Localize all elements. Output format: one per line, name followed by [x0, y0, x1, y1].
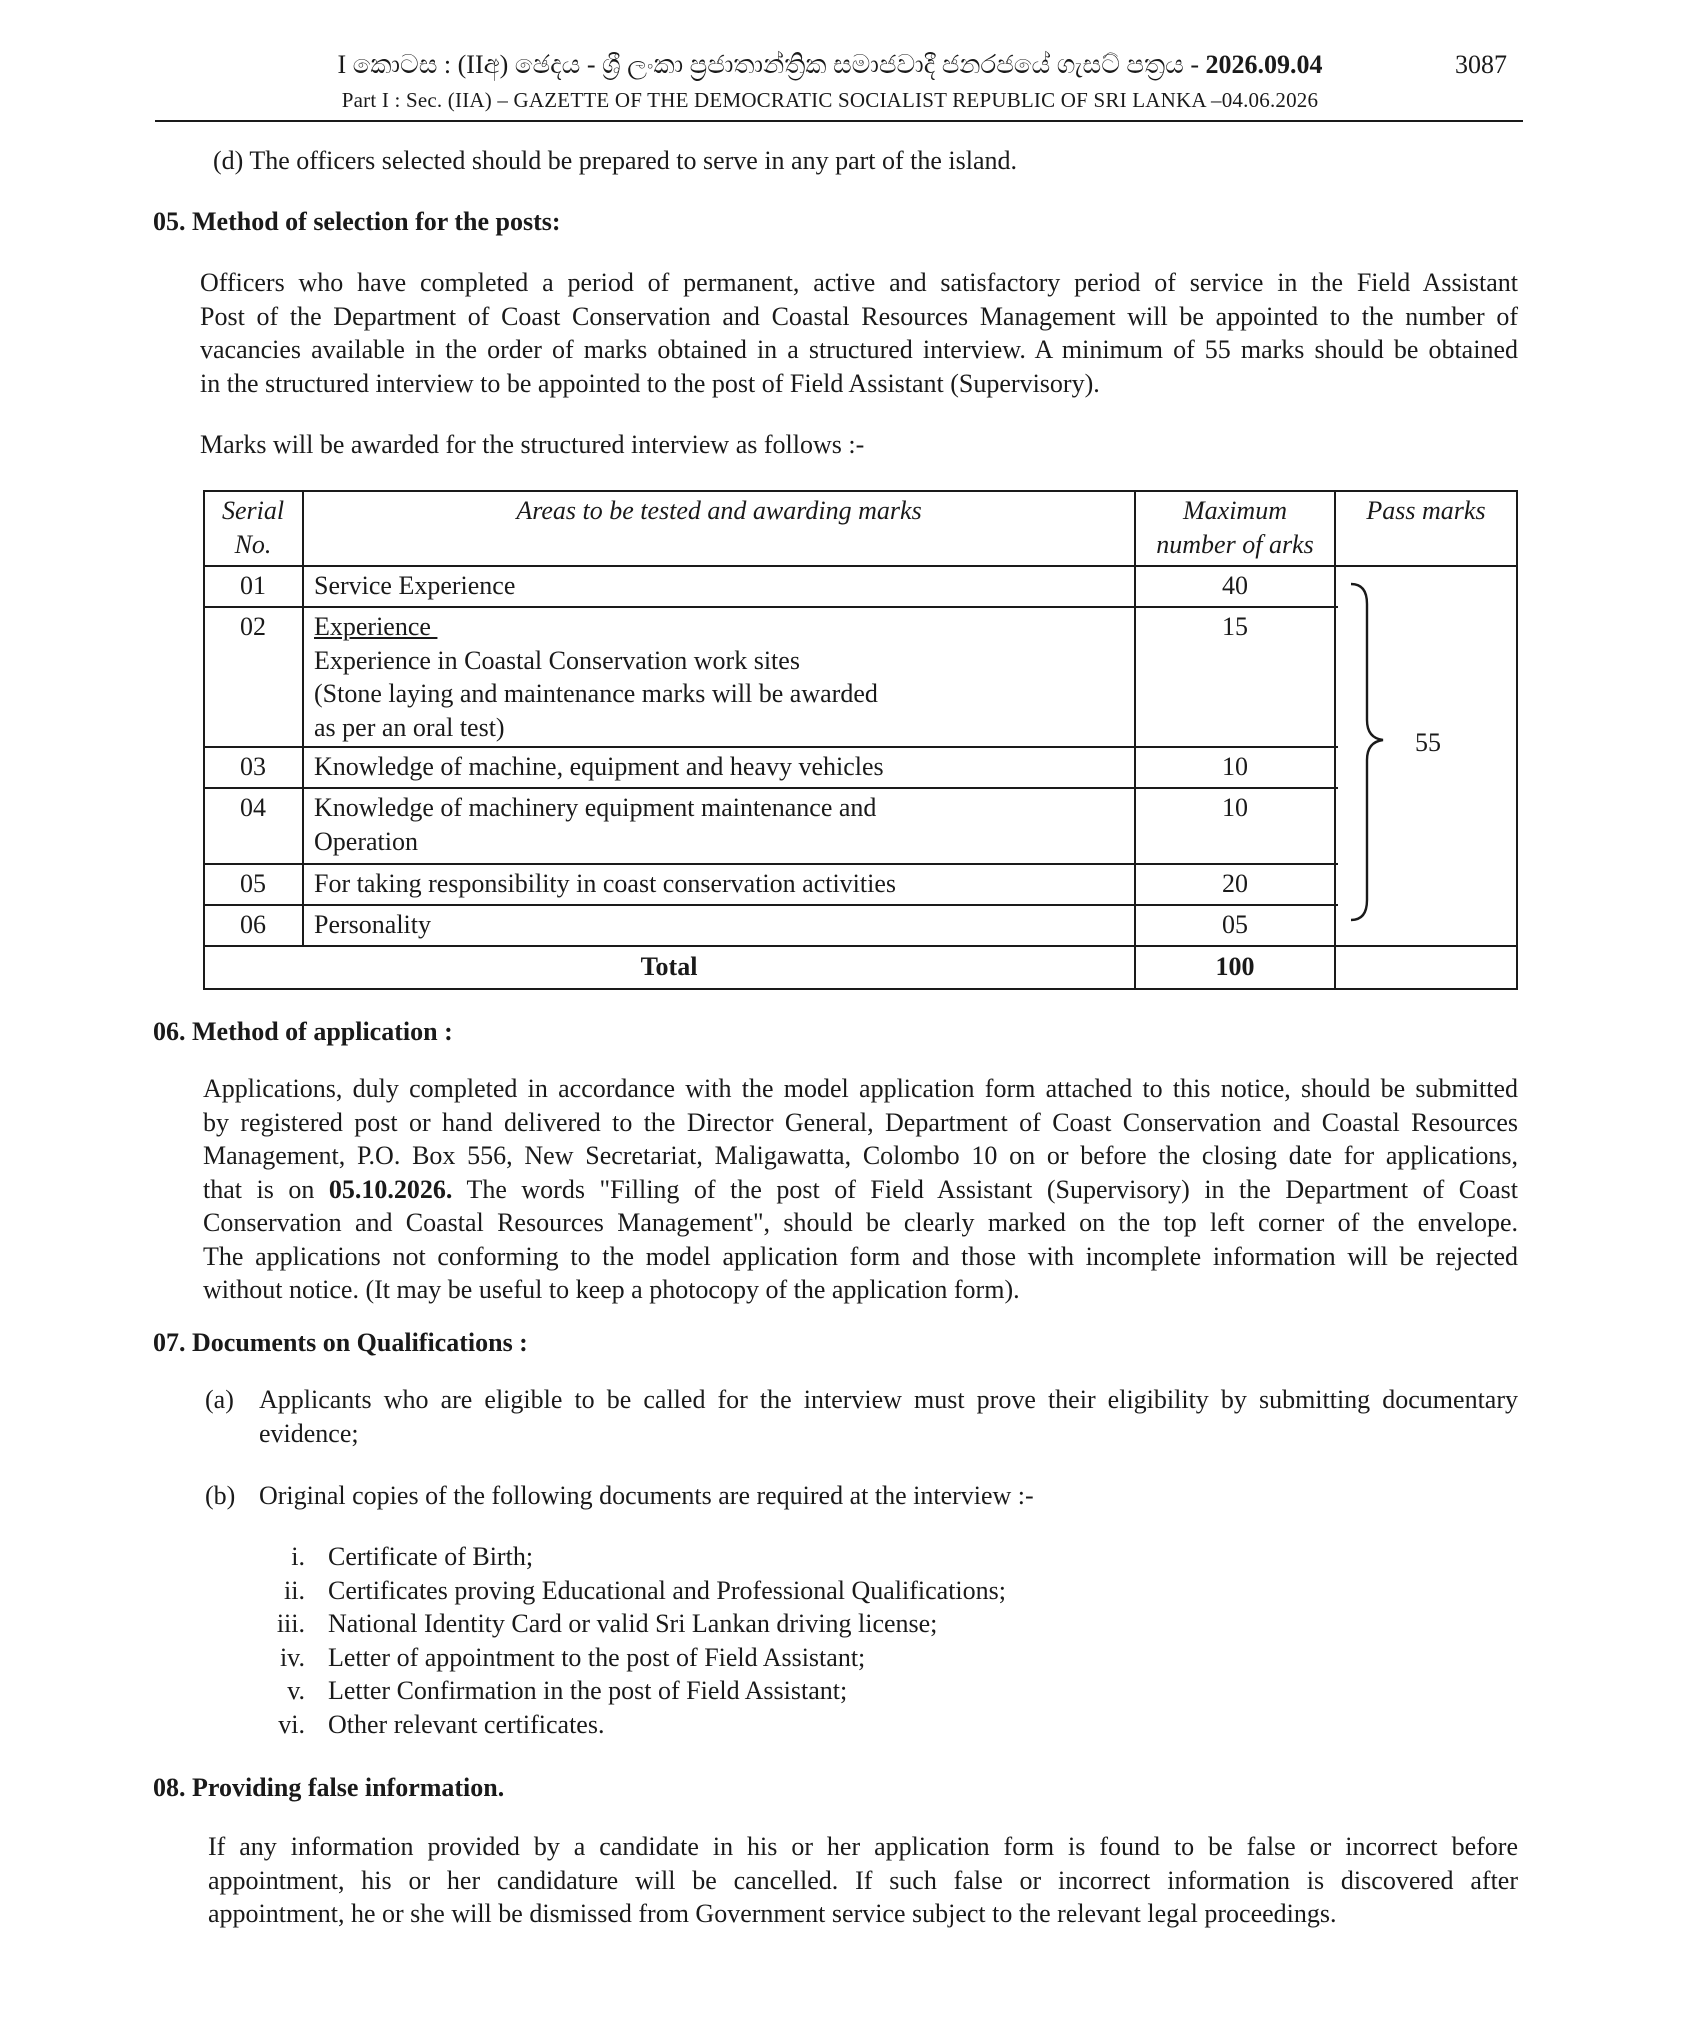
- section-06-line: Conservation and Coastal Resources Management", should be clearly marked on the top left corner of the envelope.: [203, 1208, 1518, 1237]
- header-serial-line: Serial: [221, 496, 285, 525]
- table-row-rule: [203, 945, 1518, 947]
- section-06-line: The applications not conforming to the model application form and those with incomplete information will be rejected: [203, 1241, 1518, 1271]
- table-row-max: 10: [1222, 752, 1248, 781]
- section-06-line: without notice. (It may be useful to keep a photocopy of the application form).: [203, 1275, 1020, 1304]
- section-08-line: If any information provided by a candidate in his or her application form is found to be false or incorrect before: [208, 1832, 1518, 1861]
- section-08-heading: 08. Providing false information.: [153, 1773, 505, 1802]
- header-sinhala-part: I කොටස : (IIඅ) ඡෙදය - ශ්‍රී ලංකා ප්‍රජාතාන්ත්‍රික සමාජවාදී ජනරජයේ ගැසට් පත්‍රය -: [337, 50, 1199, 79]
- section-05-line: Officers who have completed a period of permanent, active and satisfactory period of service in the Field Assistant: [200, 268, 1518, 297]
- table-row-max: 05: [1222, 910, 1248, 939]
- table-row-area: Personality: [314, 910, 431, 939]
- table-row-area: Service Experience: [314, 571, 516, 600]
- section-08-line: appointment, his or her candidature will be cancelled. If such false or incorrect information is discovered after: [208, 1865, 1518, 1895]
- list-item: Letter Confirmation in the post of Field Assistant;: [328, 1676, 848, 1705]
- table-row-serial: 05: [240, 869, 266, 898]
- table-row-max: 40: [1222, 571, 1248, 600]
- item-d: (d) The officers selected should be prepared to serve in any part of the island.: [213, 146, 1018, 175]
- table-border-bottom: [203, 988, 1518, 990]
- table-row-area: as per an oral test): [314, 712, 505, 742]
- header-sinhala-date: 2026.09.04: [1205, 50, 1323, 79]
- list-item-number: iv.: [279, 1642, 305, 1672]
- header-max: [1135, 494, 1335, 561]
- header-serial-line: No.: [234, 529, 272, 559]
- table-row-max: 10: [1222, 793, 1248, 822]
- table-row-area: (Stone laying and maintenance marks will be awarded: [314, 679, 878, 708]
- table-row-area: Experience in Coastal Conservation work sites: [314, 645, 800, 675]
- section-06-text: The words "Filling of the post of Field Assistant (Supervisory) in the Department of Coast: [452, 1174, 1518, 1204]
- table-total-value: 100: [1215, 952, 1255, 981]
- list-item-number: v.: [287, 1676, 305, 1705]
- page-number: 3087: [1455, 50, 1507, 79]
- closing-date: 05.10.2026.: [328, 1174, 453, 1204]
- list-item: Letter of appointment to the post of Field Assistant;: [328, 1642, 866, 1672]
- table-row-area: Operation: [314, 826, 418, 856]
- header-max-line: Maximum: [1183, 496, 1287, 525]
- section-05-line: in the structured interview to be appointed to the post of Field Assistant (Supervisory).: [200, 368, 1100, 398]
- section-05-heading: 05. Method of selection for the posts:: [153, 207, 561, 236]
- table-row-rule: [203, 904, 1338, 906]
- list-item: Certificate of Birth;: [328, 1542, 534, 1571]
- item-b-text: Original copies of the following documents are required at the interview :-: [259, 1481, 1034, 1510]
- section-06-heading: 06. Method of application :: [153, 1017, 453, 1046]
- table-row-serial: 02: [240, 612, 266, 641]
- header-areas: Areas to be tested and awarding marks: [516, 496, 922, 525]
- header-pass: Pass marks: [1366, 496, 1486, 525]
- table-row-rule: [203, 606, 1338, 608]
- table-row-serial: 06: [240, 910, 266, 939]
- header-serial: [203, 494, 303, 561]
- marks-table: [203, 490, 1518, 990]
- table-row-max: 15: [1222, 612, 1248, 641]
- table-row-rule: [203, 787, 1338, 789]
- table-row-max: 20: [1222, 869, 1248, 898]
- header-max-line: number of arks: [1156, 529, 1314, 559]
- section-06-line: Applications, duly completed in accordance with the model application form attached to this notice, should be submitted: [203, 1074, 1518, 1103]
- list-item-number: vi.: [278, 1709, 305, 1739]
- table-row-area: Knowledge of machinery equipment maintenance and: [314, 793, 877, 822]
- marks-intro: Marks will be awarded for the structured interview as follows :-: [200, 430, 865, 459]
- header-english: Part I : Sec. (IIA) – GAZETTE OF THE DEMOCRATIC SOCIALIST REPUBLIC OF SRI LANKA –04.06.2026: [341, 88, 1319, 112]
- item-a-line: evidence;: [259, 1418, 359, 1448]
- table-row-area-title: Experience: [314, 612, 438, 641]
- section-05-line: Post of the Department of Coast Conservation and Coastal Resources Management will be appointed to the number of: [200, 301, 1518, 331]
- table-border-top: [203, 490, 1518, 492]
- table-header-rule: [203, 565, 1518, 567]
- section-06-line: by registered post or hand delivered to the Director General, Department of Coast Conservation and Coastal Resources: [203, 1107, 1518, 1137]
- table-row-area: For taking responsibility in coast conservation activities: [314, 869, 897, 898]
- header-sinhala: [300, 48, 1360, 82]
- table-border-right: [1516, 490, 1518, 990]
- section-06-line: Management, P.O. Box 556, New Secretariat, Maligawatta, Colombo 10 on or before the closing date for applications,: [203, 1141, 1518, 1170]
- section-07-heading: 07. Documents on Qualifications :: [153, 1328, 528, 1357]
- table-row-area: Knowledge of machine, equipment and heavy vehicles: [314, 752, 884, 781]
- table-row-serial: 03: [240, 752, 266, 781]
- item-a-line: Applicants who are eligible to be called for the interview must prove their eligibility by submitting documentary: [259, 1385, 1518, 1414]
- list-item: National Identity Card or valid Sri Lankan driving license;: [328, 1609, 938, 1638]
- table-row-rule: [203, 863, 1338, 865]
- item-a-label: (a): [205, 1385, 234, 1414]
- item-b-label: (b): [205, 1481, 236, 1510]
- pass-marks-value: 55: [1415, 728, 1441, 757]
- list-item-number: iii.: [276, 1609, 305, 1638]
- list-item-number: i.: [291, 1542, 305, 1571]
- list-item: Certificates proving Educational and Professional Qualifications;: [328, 1575, 1006, 1605]
- table-row-rule: [203, 746, 1338, 748]
- list-item: Other relevant certificates.: [328, 1709, 605, 1739]
- section-05-line: vacancies available in the order of marks obtained in a structured interview. A minimum of 55 marks should be obtained: [200, 335, 1518, 364]
- table-row-serial: 04: [240, 793, 266, 822]
- table-row-serial: 01: [240, 571, 266, 600]
- header-rule: [155, 120, 1523, 122]
- list-item-number: ii.: [284, 1575, 305, 1605]
- section-06-text: that is on: [203, 1174, 329, 1204]
- table-total-label: Total: [640, 952, 698, 981]
- section-08-line: appointment, he or she will be dismissed from Government service subject to the relevant legal proceedings.: [208, 1899, 1337, 1928]
- section-06-line: [203, 1173, 1518, 1207]
